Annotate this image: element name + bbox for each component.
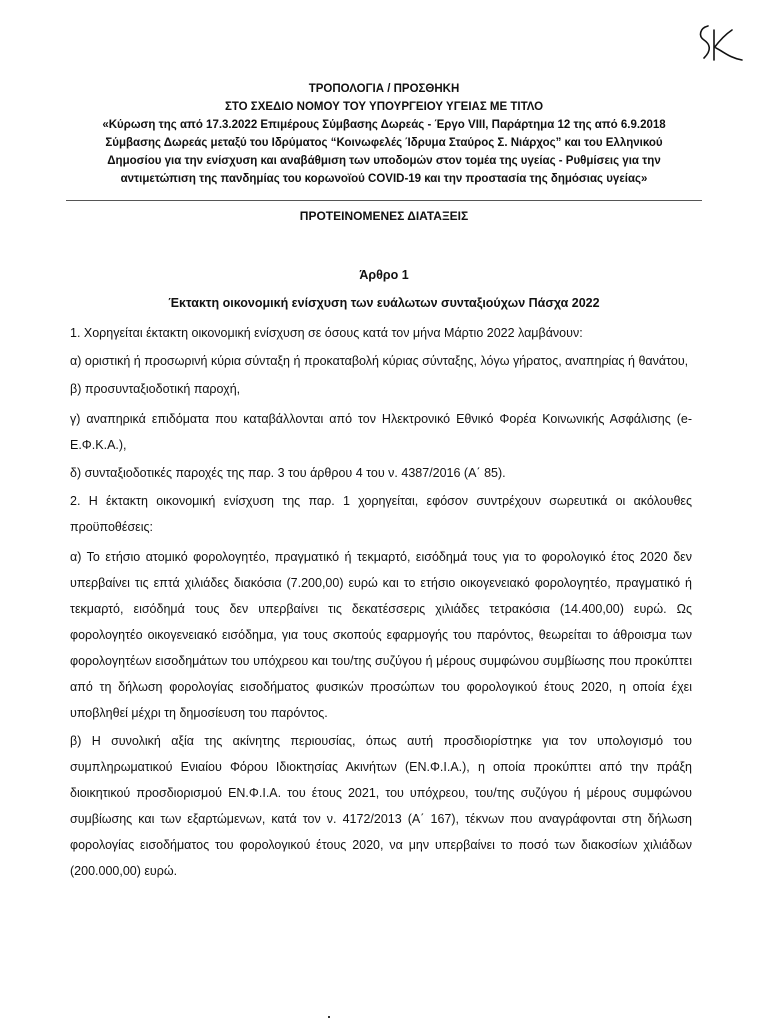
header-bill-title-line: Δημοσίου για την ενίσχυση και αναβάθμιση των υποδομών στον τομέα της υγείας - Ρυθμίσεις για την bbox=[107, 155, 661, 167]
header-bill-title-line: Σύμβασης Δωρεάς μεταξύ του Ιδρύματος “Κοινωφελές Ίδρυμα Σταύρος Σ. Νιάρχος” και του Ελληνικού bbox=[105, 137, 663, 149]
article-title: Έκτακτη οικονομική ενίσχυση των ευάλωτων συνταξιούχων Πάσχα 2022 bbox=[168, 296, 600, 310]
header-amendment-title: ΤΡΟΠΟΛΟΓΙΑ / ΠΡΟΣΘΗΚΗ bbox=[308, 83, 460, 95]
header-divider bbox=[66, 200, 702, 201]
page-mark bbox=[328, 1016, 330, 1018]
paragraph: 2. Η έκτακτη οικονομική ενίσχυση της παρ. 1 χορηγείται, εφόσον συντρέχουν σωρευτικά οι ακόλουθες προϋποθέσεις: bbox=[70, 494, 692, 534]
paragraph: γ) αναπηρικά επιδόματα που καταβάλλονται από τον Ηλεκτρονικό Εθνικό Φορέα Κοινωνικής Ασφάλισης (e-Ε.Φ.Κ.Α.), bbox=[70, 412, 692, 452]
paragraph: α) οριστική ή προσωρινή κύρια σύνταξη ή προκαταβολή κύριας σύνταξης, λόγω γήρατος, αναπηρίας ή θανάτου, bbox=[70, 354, 689, 368]
paragraph: α) Το ετήσιο ατομικό φορολογητέο, πραγματικό ή τεκμαρτό, εισόδημά τους για το φορολογικό έτος 2020 δεν υπερβαίνει τις επτά χιλιάδες διακόσια (7.200,00) ευρώ και το ετήσιο οικογενειακό φορολογητέο, πραγματικό ή τεκμαρτό, εισόδημά τους δεν υπερβαίνει τις δεκατέσσερις χιλιάδες τετρακόσια (14.400,00) ευρώ. Ως φορολογητέο οικογενειακό εισόδημα, για τους σκοπούς εφαρμογής του παρόντος, θεωρείται το άθροισμα των φορολογητέων εισοδημάτων του υπόχρεου και του/της συζύγου ή μέρους συμφώνου συμβίωσης που προκύπτει από τη δήλωση φορολογίας εισοδήματος φυσικών προσώπων του φορολογικού έτους 2020, η οποία έχει υποβληθεί μέχρι τη δημοσίευση του παρόντος. bbox=[70, 550, 692, 720]
header-bill-title-line: «Κύρωση της από 17.3.2022 Επιμέρους Σύμβασης Δωρεάς - Έργο VIII, Παράρτημα 12 της από 6.9.2018 bbox=[102, 119, 666, 131]
article-body bbox=[70, 320, 692, 884]
article-number: Άρθρο 1 bbox=[359, 268, 409, 282]
paragraph: β) Η συνολική αξία της ακίνητης περιουσίας, όπως αυτή προσδιορίστηκε για τον υπολογισμό του συμπληρωματικού Ενιαίου Φόρου Ιδιοκτησίας Ακινήτων (ΕΝ.Φ.Ι.Α.), η οποία προκύπτει από την πράξη διοικητικού προσδιορισμού ΕΝ.Φ.Ι.Α. του έτους 2021, του υπόχρεου, του/της συζύγου ή μέρους συμφώνου συμβίωσης και των εξαρτώμενων, κατά τον ν. 4172/2013 (Α΄ 167), τέκνων που αναγράφονται στη δήλωση φορολογίας εισοδήματος του φορολογικού έτους 2020, να μην υπερβαίνει το ποσό των διακοσίων χιλιάδων (200.000,00) ευρώ. bbox=[70, 734, 692, 878]
paragraph: β) προσυνταξιοδοτική παροχή, bbox=[70, 382, 241, 396]
header-bill-title-line: αντιμετώπιση της πανδημίας του κορωνοϊού COVID-19 και την προστασία της δημόσιας υγείας» bbox=[120, 173, 648, 185]
header-draft-law-line: ΣΤΟ ΣΧΕΔΙΟ ΝΟΜΟΥ ΤΟΥ ΥΠΟΥΡΓΕΙΟΥ ΥΓΕΙΑΣ ΜΕ ΤΙΤΛΟ bbox=[224, 101, 544, 113]
document-header bbox=[70, 80, 698, 188]
paragraph: δ) συνταξιοδοτικές παροχές της παρ. 3 του άρθρου 4 του ν. 4387/2016 (Α΄ 85). bbox=[70, 466, 506, 480]
handwritten-signature bbox=[694, 18, 750, 66]
paragraph: 1. Χορηγείται έκτακτη οικονομική ενίσχυση σε όσους κατά τον μήνα Μάρτιο 2022 λαμβάνουν: bbox=[70, 326, 583, 340]
section-heading: ΠΡΟΤΕΙΝΟΜΕΝΕΣ ΔΙΑΤΑΞΕΙΣ bbox=[299, 209, 469, 223]
